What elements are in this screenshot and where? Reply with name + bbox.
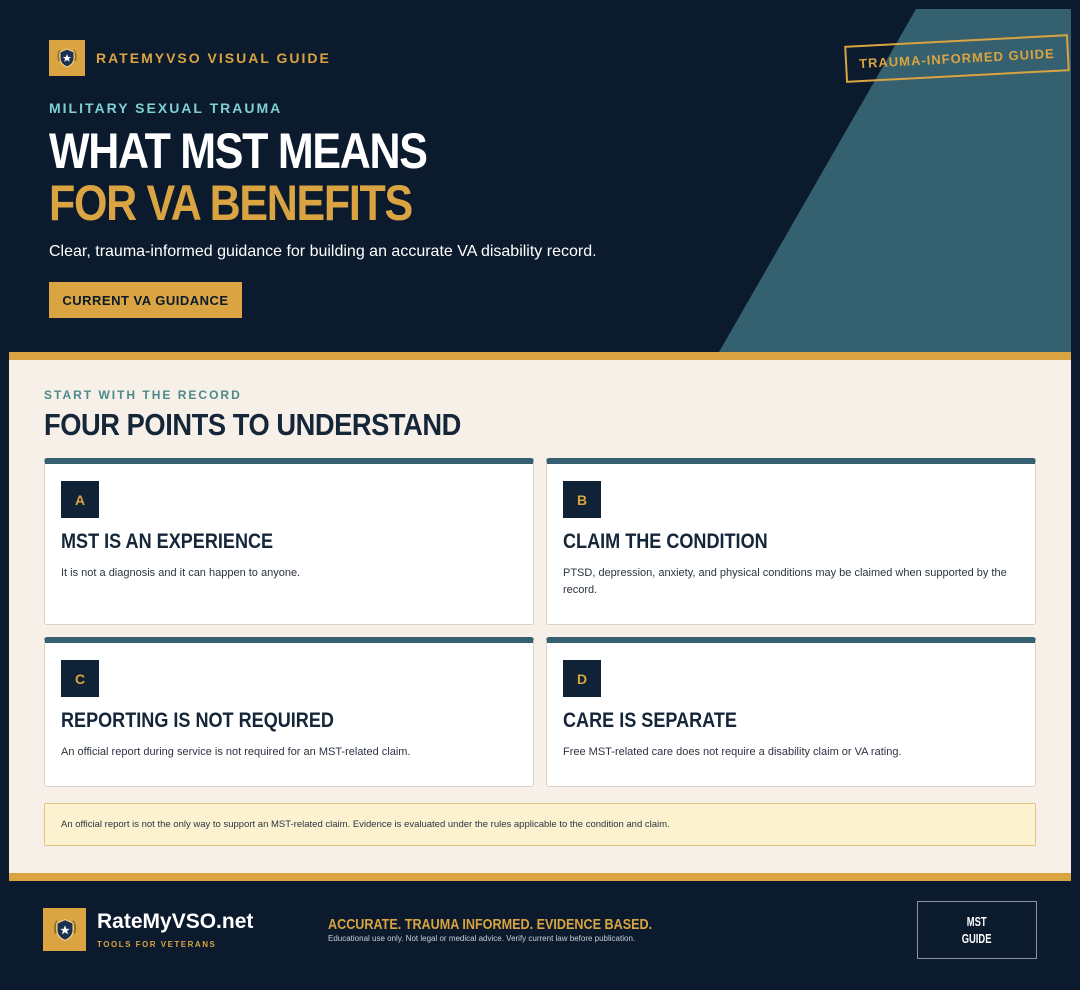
current-va-guidance-button[interactable]: CURRENT VA GUIDANCE: [49, 282, 242, 318]
gold-divider-top: [9, 352, 1071, 360]
point-card-a: [44, 458, 534, 625]
point-card-c: [44, 637, 534, 787]
card-badge: A: [61, 481, 99, 518]
page-title-line-1: WHAT MST MEANS: [49, 123, 427, 179]
site-name-link[interactable]: RateMyVSO.net: [97, 910, 254, 933]
site-tagline: TOOLS FOR VETERANS: [97, 940, 217, 949]
card-title: REPORTING IS NOT REQUIRED: [61, 709, 334, 732]
card-title: CLAIM THE CONDITION: [563, 530, 768, 553]
card-body: It is not a diagnosis and it can happen to anyone.: [61, 567, 301, 579]
footer-motto: ACCURATE. TRAUMA INFORMED. EVIDENCE BASED.: [328, 916, 653, 933]
card-badge: D: [563, 660, 601, 697]
card-body: Free MST-related care does not require a disability claim or VA rating.: [563, 746, 902, 758]
page-title-line-2: FOR VA BENEFITS: [49, 175, 412, 231]
footer-disclaimer: Educational use only. Not legal or medical advice. Verify current law before publication.: [328, 934, 636, 943]
card-title: MST IS AN EXPERIENCE: [61, 530, 274, 553]
evidence-note: An official report is not the only way to support an MST-related claim. Evidence is evaluated under the rules applicable to the condition and claim.: [44, 803, 1036, 846]
hero-lede: Clear, trauma-informed guidance for building an accurate VA disability record.: [49, 243, 597, 260]
point-card-b: [546, 458, 1036, 625]
section-title: FOUR POINTS TO UNDERSTAND: [44, 407, 461, 442]
mst-guide-line-1: MST: [967, 914, 987, 929]
point-card-d: [546, 637, 1036, 787]
content-section: [9, 360, 1071, 873]
section-eyebrow: START WITH THE RECORD: [44, 388, 242, 402]
gold-divider-bottom: [9, 873, 1071, 881]
shield-star-seal-icon: [49, 40, 85, 76]
card-badge: C: [61, 660, 99, 697]
card-body: An official report during service is not required for an MST-related claim.: [61, 746, 411, 758]
card-badge: B: [563, 481, 601, 518]
brand-label: RATEMYVSO VISUAL GUIDE: [96, 50, 331, 66]
mst-guide-line-2: GUIDE: [962, 931, 992, 946]
hero-banner: [9, 9, 1071, 352]
card-title: CARE IS SEPARATE: [563, 709, 737, 732]
mst-guide-box: [917, 901, 1037, 959]
trauma-informed-stamp: TRAUMA-INFORMED GUIDE: [844, 34, 1069, 83]
page-title: [49, 125, 427, 229]
shield-star-seal-icon[interactable]: [43, 908, 86, 951]
hero-eyebrow: MILITARY SEXUAL TRAUMA: [49, 100, 283, 116]
footer: [0, 881, 1080, 990]
card-body: PTSD, depression, anxiety, and physical conditions may be claimed when supported by the record.: [563, 567, 1007, 596]
brand-header[interactable]: [49, 40, 331, 76]
